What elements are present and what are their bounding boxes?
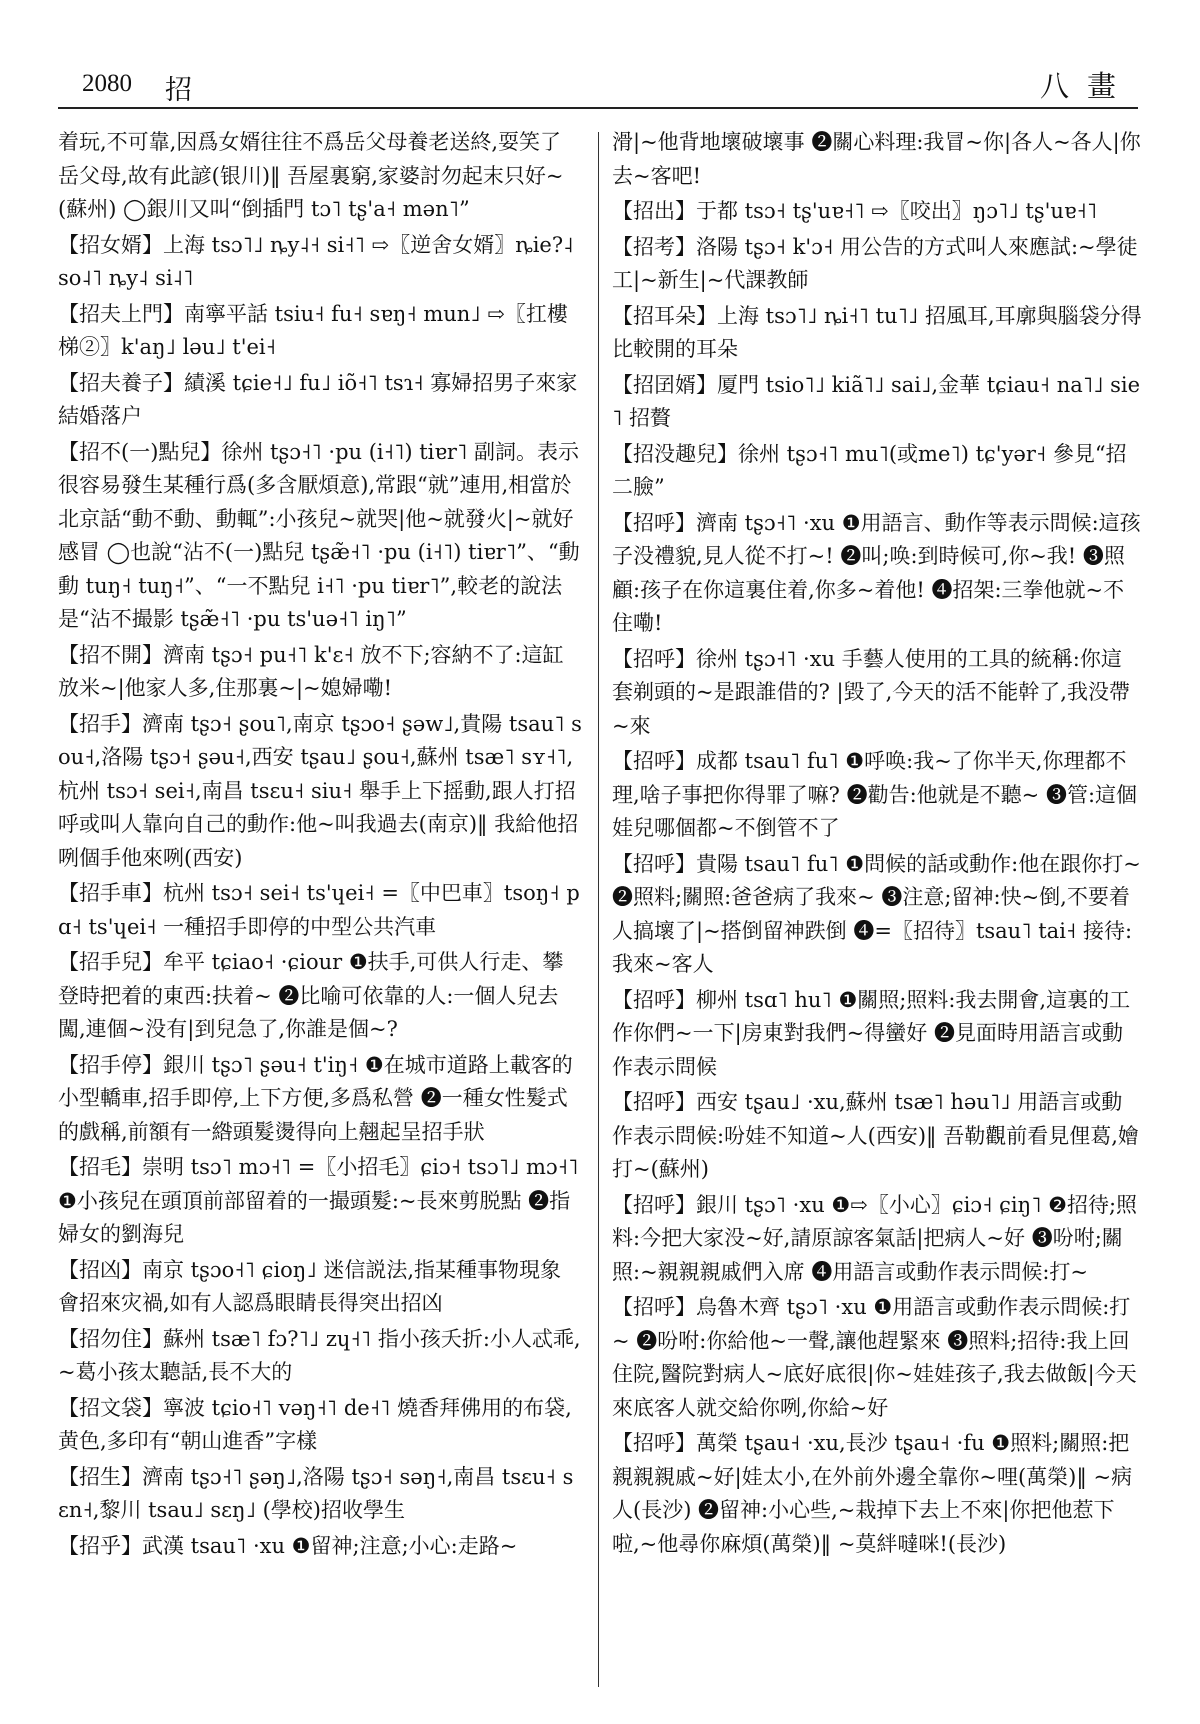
dictionary-entry: 【招不(一)點兒】徐州 tʂɔ˧˥ ·pu (i˧˥) tiɐr˥ 副詞。表示很容易發生某種行爲(多含厭煩意),常跟“就”連用,相當於北京話“動不動、動輒”:小孩兒~就哭|他~就發火|~就好感冒 ◯也說“沾不(一)點兒 tʂæ̃˧˥ ·pu (i˧˥) tiɐr˥”、“動動 tuŋ˧ tuŋ˧”、“一不點兒 i˧˥ ·pu tiɐr˥”,較老的說法是“沾不撮影 tʂæ̃˧˥ ·pu ts'uə˧˥ iŋ˥” xyxy=(58,439,580,631)
dictionary-entry: 【招呼】萬榮 tʂau˧ ·xu,長沙 tʂau˧ ·fu ❶照料;關照:把親親親戚~好|娃太小,在外前外邊全靠你~哩(萬榮)‖ ~病人(長沙) ❷留神:小心些,~栽掉下去上不來|你把他惹下啦,~他尋你麻煩(萬榮)‖ ~莫絆噠咪!(長沙) xyxy=(612,1431,1133,1556)
dictionary-entry: 【招呼】烏魯木齊 tʂɔ˥ ·xu ❶用語言或動作表示問候:打~ ❷吩咐:你給他~一聲,讓他趕緊來 ❸照料;招待:我上回住院,醫院對病人~底好底很|你~娃娃孩子,我去做飯|今天來底客人就交給你咧,你給~好 xyxy=(612,1295,1137,1420)
dictionary-entry: 【招考】洛陽 tʂɔ˧ k'ɔ˧ 用公告的方式叫人來應試:~學徒工|~新生|~代課教師 xyxy=(612,234,1138,292)
stroke-section-title: 八畫 xyxy=(1040,69,1135,103)
dictionary-entry: 【招生】濟南 tʂɔ˧˥ ʂəŋ˩,洛陽 tʂɔ˧ səŋ˧,南昌 tsɛu˧ sɛn˧,黎川 tsau˩ sɛŋ˩ (學校)招收學生 xyxy=(58,1464,574,1522)
page-header xyxy=(0,0,1200,115)
dictionary-entry: 【招呼】西安 tʂau˩ ·xu,蘇州 tsæ˥ həu˥˩ 用語言或動作表示問候:吩娃不知道~人(西安)‖ 吾勒觀前看見俚葛,嬒打~(蘇州) xyxy=(612,1090,1139,1181)
page-number: 2080 xyxy=(82,70,132,97)
head-character: 招 xyxy=(165,75,192,106)
dictionary-entry: 【招手兒】牟平 tɕiao˧ ·ɕiour ❶扶手,可供人行走、攀登時把着的東西:扶着~ ❷比喻可依靠的人:一個人兒去闖,連個~没有|到兒急了,你誰是個~? xyxy=(58,950,564,1041)
dictionary-entry: 【招勿住】蘇州 tsæ˥ fɔ?˥˩ zɥ˧˥ 指小孩夭折:小人忒乖,~葛小孩太聽話,長不大的 xyxy=(58,1326,581,1384)
header-rule xyxy=(58,107,1138,109)
dictionary-entry: 【招出】于都 tsɔ˧ tʂ'uɐ˧˥ ⇨〖咬出〗ŋɔ˥˩ tʂ'uɐ˧˥ xyxy=(612,199,1098,223)
dictionary-entry: 【招呼】徐州 tʂɔ˧˥ ·xu 手藝人使用的工具的統稱:你這套剃頭的~是跟誰借的? |毀了,今天的活不能幹了,我没帶~來 xyxy=(612,646,1130,738)
dictionary-entry: 【招呼】貴陽 tsau˥ fu˥ ❶問候的話或動作:他在跟你打~ ❷照料;關照:爸爸病了我來~ ❸注意;留神:快~倒,不要着人搞壞了|~搭倒留神跌倒 ❹=〖招待〗tsau˥ tai˧ 接待:我來~客人 xyxy=(612,851,1141,976)
dictionary-entry: 【招呼】成都 tsau˥ fu˥ ❶呼唤:我~了你半天,你理都不理,啥子事把你得罪了嘛? ❷勸告:他就是不聽~ ❸管:這個娃兒哪個都~不倒管不了 xyxy=(612,749,1138,840)
dictionary-entry: 【招囝婿】厦門 tsio˥˩ kiã˥˩ sai˩,金華 tɕiau˧ na˥˩ sie˥ 招贅 xyxy=(612,372,1141,430)
dictionary-entry: 【招不開】濟南 tʂɔ˧ pu˧˥ k'ɛ˧ 放不下;容納不了:這缸放米~|他家人多,住那裏~|~媳婦嘞! xyxy=(58,642,564,700)
dictionary-entry: 【招没趣兒】徐州 tʂɔ˧˥ mu˥(或me˥) tɕ'yər˧ 參見“招二臉” xyxy=(612,441,1127,499)
dictionary-entry: 【招手停】銀川 tʂɔ˥ ʂəu˧ t'iŋ˧ ❶在城市道路上載客的小型轎車,招手即停,上下方便,多爲私營 ❷一種女性髮式的戲稱,前額有一綹頭髮燙得向上翹起呈招手狀 xyxy=(58,1052,573,1144)
left-column xyxy=(58,126,582,1565)
right-column xyxy=(612,126,1142,1563)
dictionary-entry: 【招女婿】上海 tsɔ˥˩ ȵy˨˧ si˧˥ ⇨〖逆舍女婿〗ȵie?˨ so˨˥ ȵy˨ si˨˥ xyxy=(58,232,574,290)
entry-continuation: 滑|~他背地壞破壞事 ❷關心料理:我冒~你|各人~各人|你去~客吧! xyxy=(612,130,1141,188)
dictionary-entry: 【招乎】武漢 tsau˥ ·xu ❶留神;注意;小心:走路~ xyxy=(58,1533,518,1558)
entry-continuation: 着玩,不可靠,因爲女婿往往不爲岳父母養老送終,耍笑了岳父母,故有此諺(银川)‖ 吾屋裏窮,家婆討勿起末只好~(蘇州) ◯銀川又叫“倒插門 tɔ˥ tʂ'a˧ mən˥” xyxy=(58,130,564,221)
dictionary-entry: 【招呼】銀川 tʂɔ˥ ·xu ❶⇨〖小心〗ɕiɔ˧ ɕiŋ˥ ❷招待;照料:今把大家没~好,請原諒客氣話|把病人~好 ❸吩咐;關照:~親親親戚們入席 ❹用語言或動作表示問候:打~ xyxy=(612,1192,1138,1284)
column-divider xyxy=(598,132,599,1687)
dictionary-entry: 【招夫上門】南寧平話 tsiu˧ fu˧ sɐŋ˧ mun˩ ⇨〖扛樓梯②〗k'aŋ˩ ləu˩ t'ei˧ xyxy=(58,301,568,359)
dictionary-entry: 【招凶】南京 tʂɔo˧˥ ɕioŋ˩ 迷信説法,指某種事物現象會招來灾禍,如有人認爲眼睛長得突出招凶 xyxy=(58,1257,562,1315)
dictionary-entry: 【招呼】濟南 tʂɔ˧˥ ·xu ❶用語言、動作等表示問候:這孩子没禮貌,見人從不打~! ❷叫;唤:到時候可,你~我! ❸照顧:孩子在你這裏住着,你多~着他! ❹招架:三拳他就~不住嘞! xyxy=(612,510,1141,635)
dictionary-entry: 【招呼】柳州 tsɑ˥ hu˥ ❶關照;照料:我去開會,這裏的工作你們~一下|房東對我們~得蠻好 ❷見面時用語言或動作表示問候 xyxy=(612,987,1131,1079)
dictionary-entry: 【招文袋】寧波 tɕio˧˥ vəŋ˧˥ de˧˥ 燒香拜佛用的布袋,黄色,多印有“朝山進香”字樣 xyxy=(58,1395,572,1453)
dictionary-entry: 【招手車】杭州 tsɔ˧ sei˧ ts'ɥei˧ =〖中巴車〗tsoŋ˧ pɑ˧ ts'ɥei˧ 一種招手即停的中型公共汽車 xyxy=(58,881,580,939)
dictionary-entry: 【招毛】崇明 tsɔ˥ mɔ˧˥ =〖小招毛〗ɕiɔ˧ tsɔ˥˩ mɔ˧˥ ❶小孩兒在頭頂前部留着的一撮頭髮:~長來剪脱點 ❷指婦女的劉海兒 xyxy=(58,1155,579,1246)
dictionary-entry: 【招夫養子】績溪 tɕie˧˩ fu˩ iõ˧˥ tsɿ˧ 寡婦招男子來家結婚落户 xyxy=(58,370,578,428)
dictionary-entry: 【招手】濟南 tʂɔ˧ ʂou˥,南京 tʂɔo˧ ʂəw˩,貴陽 tsau˥ sou˧,洛陽 tʂɔ˧ ʂəu˧,西安 tʂau˩ ʂou˧,蘇州 tsæ˥ sʏ˧˥,杭州 tsɔ˧ sei˧,南昌 tsɛu˧ siu˧ 舉手上下摇動,跟人打招呼或叫人靠向自己的動作:他~叫我過去(南京)‖ 我給他招咧個手他來咧(西安) xyxy=(58,711,582,870)
dictionary-entry: 【招耳朵】上海 tsɔ˥˩ ȵi˧˥ tu˥˩ 招風耳,耳廓與腦袋分得比較開的耳朵 xyxy=(612,303,1142,361)
